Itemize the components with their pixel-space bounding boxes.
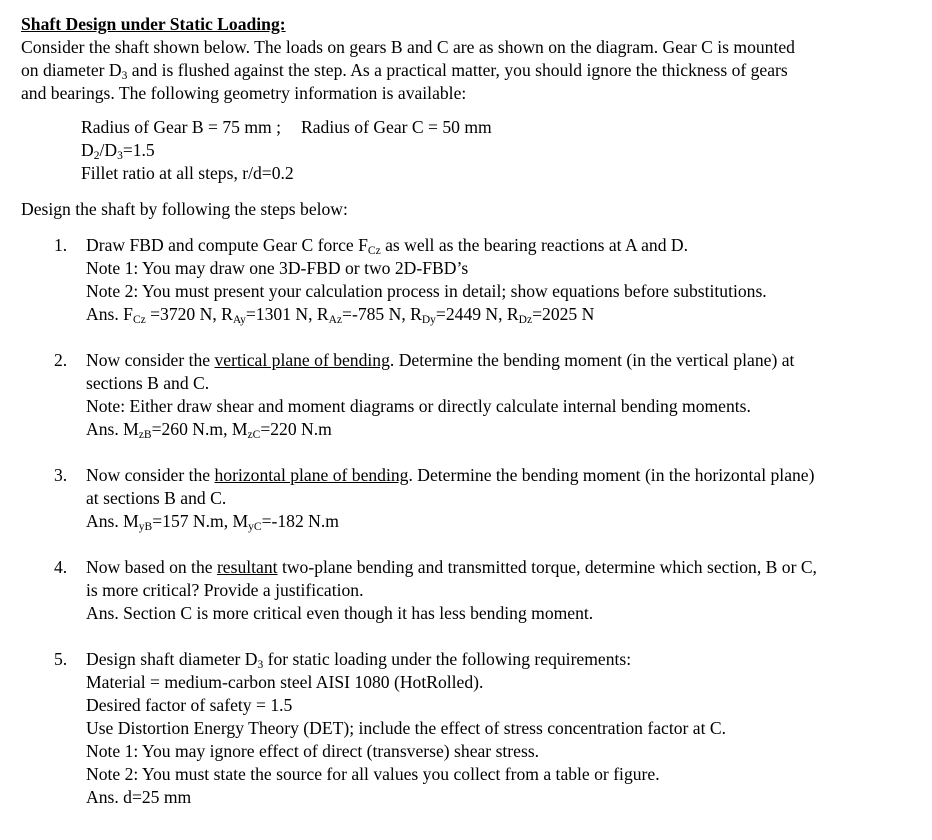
step-item: 5. Design shaft diameter $D_3$ for static loading under the following requirements: Material = medium-carbon steel AISI 1080 (HotRolled). Desired factor of safety = 1.5 Use Distortion Energy Theory (DET); include the effect of stress concentration factor at C. Note 1: You may ignore effect of direct (transverse) shear stress. Note 2: You must state the source for all values you collect from a table or figure. Ans. d=25 mm (21, 648, 932, 809)
fillet-ratio-line: Fillet ratio at all steps, r/d=0.2 (81, 163, 294, 183)
step-answer: Ans. d=25 mm (86, 787, 192, 807)
step-answer: Ans. $M_{yB}=157$ N.m, $M_{yC}=-182$ N.m (86, 511, 339, 533)
step-number: 2. (54, 350, 68, 370)
step-answer: Ans. Section C is more critical even though it has less bending moment. (86, 603, 594, 623)
gear-radii-line (81, 116, 932, 139)
step-number: 1. (54, 235, 68, 255)
step-item: 4. Now based on the resultant two-plane bending and transmitted torque, determine which section, B or C, is more critical? Provide a justification. Ans. Section C is more critical even though it has less bending moment. (21, 556, 932, 625)
intro-line: Consider the shaft shown below. The loads on gears B and C are as shown on the diagram. Gear C is mounted (21, 37, 795, 57)
page-title: Shaft Design under Static Loading: (21, 14, 286, 34)
intro-line: on diameter $D_3$ and is flushed against the step. As a practical matter, you should ignore the thickness of gears (21, 60, 788, 82)
gear-c-radius: Radius of Gear C = 50 mm (301, 117, 492, 137)
intro-paragraph (21, 36, 932, 105)
step-number: 4. (54, 557, 68, 577)
step-item: 1. Draw FBD and compute Gear C force $F_{Cz}$ as well as the bearing reactions at A and D. Note 1: You may draw one 3D-FBD or two 2D-FBD’s Note 2: You must present your calculation process in detail; show equations before substitutions. Ans. $F_{Cz} =3720$ N, $R_{Ay}=1301$ N, $R_{Az}=-785$ N, $R_{Dy}=2449$ N, $R_{Dz}=2025$ N (21, 234, 932, 326)
intro-line: and bearings. The following geometry information is available: (21, 83, 467, 103)
step-number: 5. (54, 649, 68, 669)
gear-b-radius: Radius of Gear B = 75 mm ; (81, 117, 282, 137)
given-geometry (81, 116, 932, 185)
design-intro: Design the shaft by following the steps below: (21, 199, 348, 219)
step-answer: Ans. $M_{zB}=260$ N.m, $M_{zC}=220$ N.m (86, 419, 332, 441)
step-item: 2. Now consider the vertical plane of bending. Determine the bending moment (in the vertical plane) at sections B and C. Note: Either draw shear and moment diagrams or directly calculate internal bending moments. Ans. $M_{zB}=260$ N.m, $M_{zC}=220$ N.m (21, 349, 932, 441)
diameter-ratio-line: $D_2/D_3=1.5$ (81, 140, 155, 162)
step-item: 3. Now consider the horizontal plane of bending. Determine the bending moment (in the horizontal plane) at sections B and C. Ans. $M_{yB}=157$ N.m, $M_{yC}=-182$ N.m (21, 464, 932, 533)
step-answer: Ans. $F_{Cz} =3720$ N, $R_{Ay}=1301$ N, $R_{Az}=-785$ N, $R_{Dy}=2449$ N, $R_{Dz}=2025$ N (86, 304, 595, 326)
step-number: 3. (54, 465, 68, 485)
steps-list (21, 234, 932, 809)
